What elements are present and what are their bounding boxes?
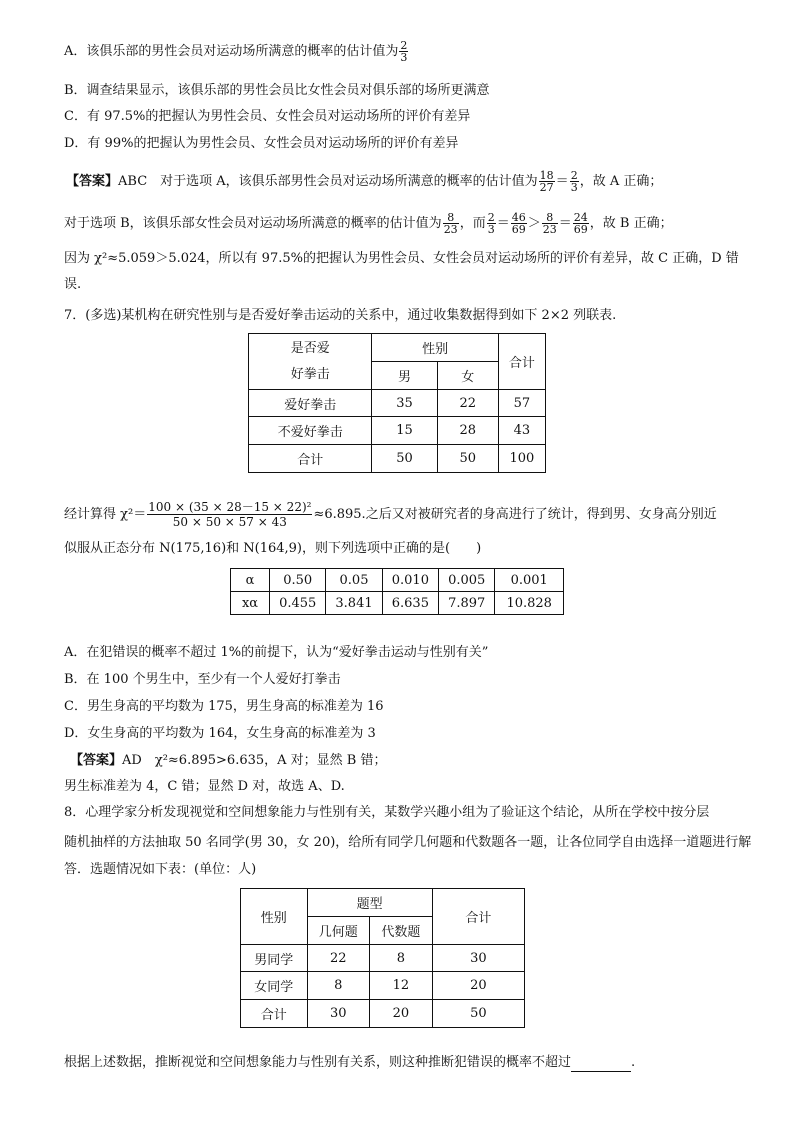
table-row: 爱好拳击 35 22 57 — [249, 390, 546, 417]
table-row: α 0.50 0.05 0.010 0.005 0.001 — [231, 569, 564, 592]
q8-question: 根据上述数据，推断视觉和空间想象能力与性别有关系，则这种推断犯错误的概率不超过 . — [64, 1055, 636, 1070]
q8-stem-2: 随机抽样的方法抽取 50 名同学(男 30，女 20)，给所有同学几何题和代数题各一题，让各位同学自由选择一道题进行解 — [64, 835, 752, 850]
answer-blank[interactable] — [571, 1057, 631, 1072]
option-b: B．调查结果显示，该俱乐部的男性会员比女性会员对俱乐部的场所更满意 — [64, 83, 490, 98]
calc-line-2: 似服从正态分布 N(175,16)和 N(164,9)，则下列选项中正确的是( ) — [64, 541, 482, 556]
table-row: 不爱好拳击 15 28 43 — [249, 417, 546, 445]
q7-answer-2: 男生标准差为 4，C 错；显然 D 对，故选 A、D. — [64, 779, 345, 794]
option-d: D．有 99%的把握认为男性会员、女性会员对运动场所的评价有差异 — [64, 136, 459, 151]
q7-answer: 【答案】AD χ²≈6.895>6.635，A 对；显然 B 错； — [70, 753, 387, 768]
table-row: 男同学 22 8 30 — [241, 945, 525, 972]
chi-square-calc: 经计算得 χ²＝ $\frac{\text{100 × (35 × 28－15 × 22)²}}{50 \times 50 \times 57 \times 43}$ ≈6.895.之后又对被研究者的身高进行了统计，得到男、女身高分别近 — [64, 500, 717, 529]
q8-stem-3: 答．选题情况如下表：(单位：人) — [64, 862, 257, 877]
answer-line-1: 【答案】ABC 对于选项 A，该俱乐部男性会员对运动场所满意的概率的估计值为 $\frac{18}{27}$ ＝ $\frac{2}{3}$ ，故 A 正确； — [66, 169, 663, 194]
contingency-table-boxing: 是否爱 好拳击 性别 合计 男 女 爱好拳击 35 22 57 不爱好拳击 15 28 43 合计 50 50 100 — [248, 333, 546, 473]
option-a: A．该俱乐部的男性会员对运动场所满意的概率的估计值为 $\frac{2}{3}$ — [64, 39, 408, 64]
q7-option-a: A．在犯错误的概率不超过 1%的前提下，认为“爱好拳击运动与性别有关” — [64, 645, 489, 660]
table-row: 合计 50 50 100 — [249, 445, 546, 473]
q7-option-d: D．女生身高的平均数为 164，女生身高的标准差为 3 — [64, 726, 376, 741]
critical-value-table — [230, 568, 564, 615]
q8-stem-1: 8．心理学家分析发现视觉和空间想象能力与性别有关，某数学兴趣小组为了验证这个结论，从所在学校中按分层 — [64, 805, 710, 820]
table-row: 合计 30 20 50 — [241, 1000, 525, 1028]
table-row: 女同学 8 12 20 — [241, 972, 525, 1000]
answer-line-3: 因为 χ²≈5.059＞5.024，所以有 97.5%的把握认为男性会员、女性会员对运动场所的评价有差异，故 C 正确，D 错 — [64, 251, 739, 266]
contingency-table-geometry: 性别 题型 合计 几何题 代数题 男同学 22 8 30 女同学 8 12 20 合计 30 20 50 — [240, 888, 525, 1028]
answer-line-2: 对于选项 B，该俱乐部女性会员对运动场所满意的概率的估计值为 $\frac{8}{23}$ ，而 $\frac{2}{3}$ ＝ $\frac{46}{69}$ ＞ $\frac{8}{23}$ ＝ $\frac{24}{69}$ ，故 B 正确； — [64, 211, 673, 236]
table-row: xα 0.455 3.841 6.635 7.897 10.828 — [231, 592, 564, 615]
q7-option-c: C．男生身高的平均数为 175，男生身高的标准差为 16 — [64, 699, 384, 714]
fraction: $\frac{2}{3}$ — [400, 39, 408, 64]
option-c: C．有 97.5%的把握认为男性会员、女性会员对运动场所的评价有差异 — [64, 109, 471, 124]
answer-line-4: 误. — [64, 277, 82, 292]
q7-stem: 7．(多选)某机构在研究性别与是否爱好拳击运动的关系中，通过收集数据得到如下 2×2 列联表. — [64, 308, 617, 323]
q7-option-b: B．在 100 个男生中，至少有一个人爱好打拳击 — [64, 672, 341, 687]
